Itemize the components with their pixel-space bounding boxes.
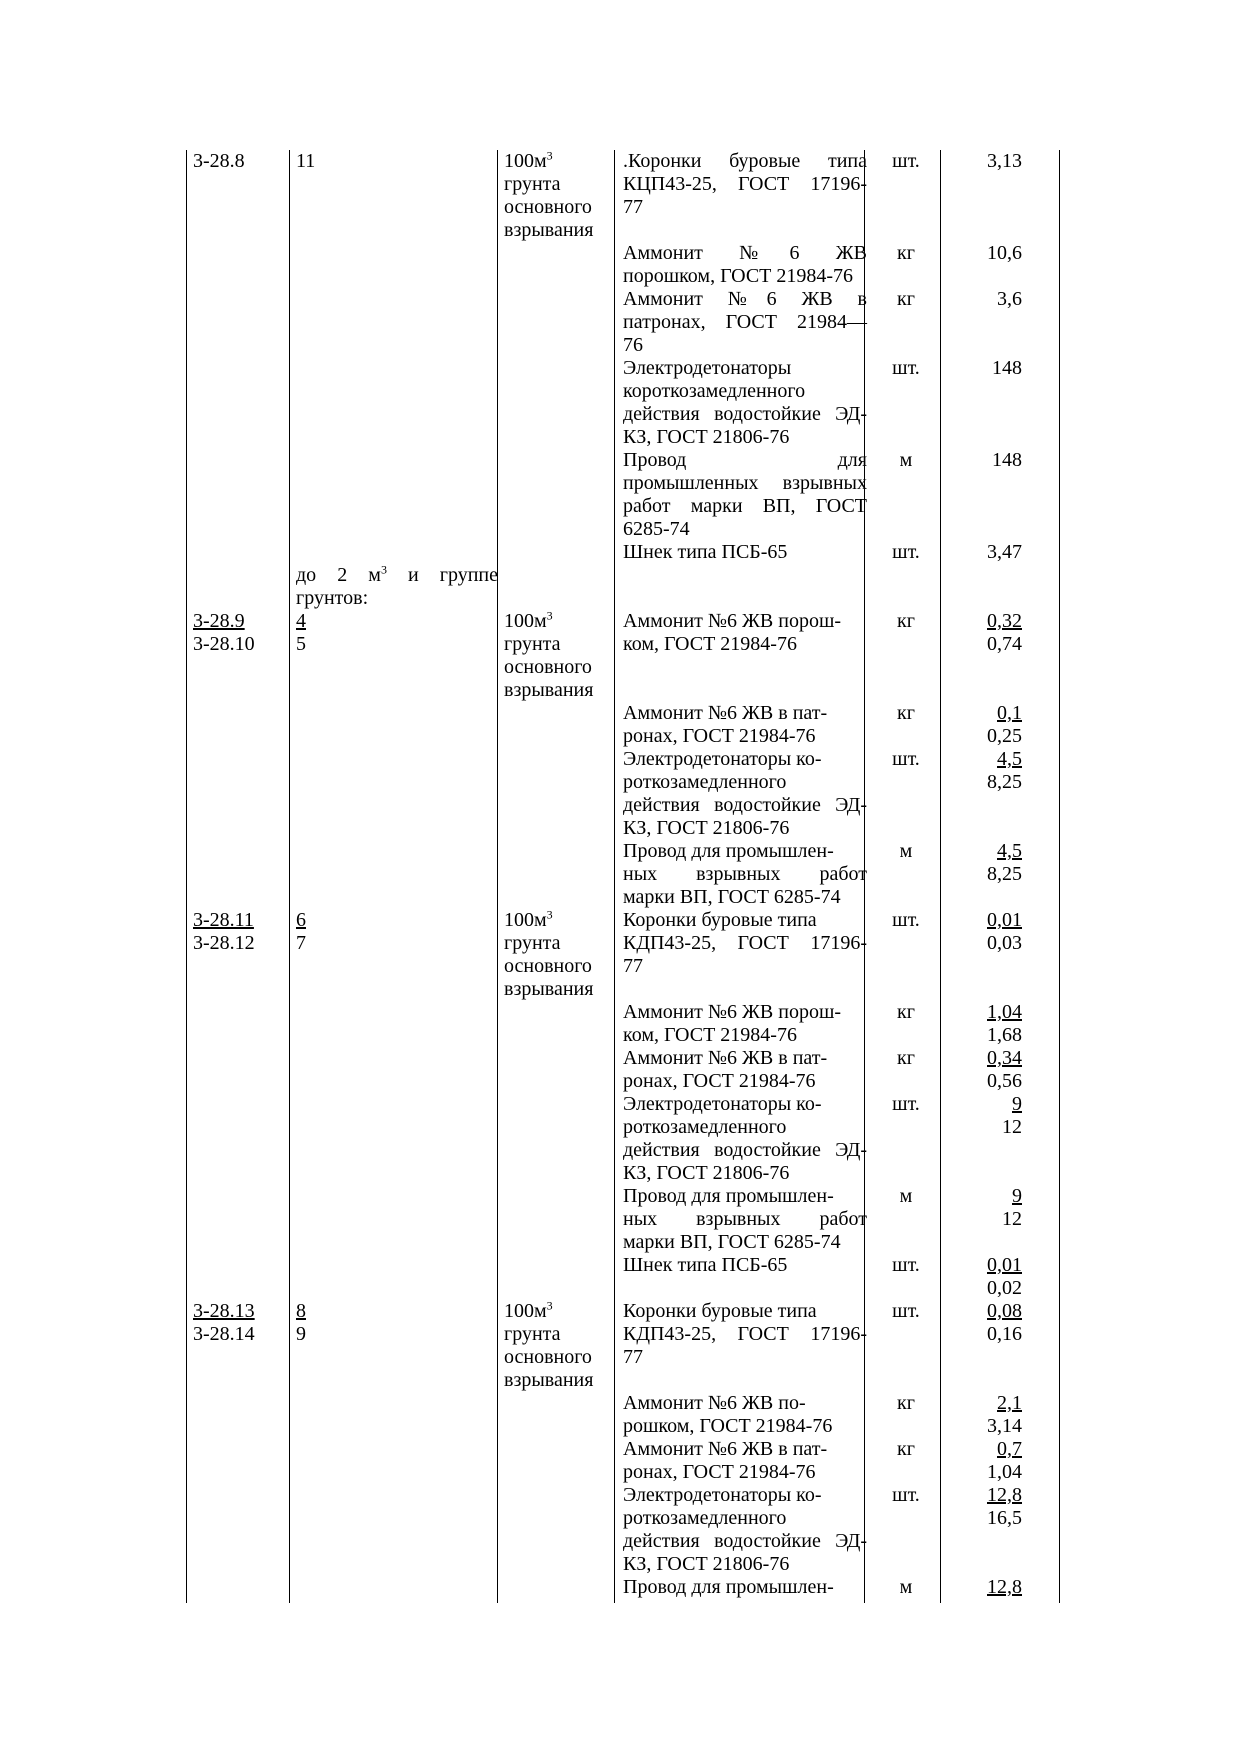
- row3-item-3-unit: шт.: [892, 1484, 920, 1506]
- row2-item-0-values: [944, 909, 1058, 955]
- row1-unit: [504, 610, 614, 702]
- item-line: действия водостойкие ЭД-: [623, 1530, 867, 1552]
- item-line: Шнек типа ПСБ-65: [623, 1254, 788, 1276]
- row2-item-2-values: [944, 1047, 1058, 1093]
- row0-item-0-name: [623, 150, 867, 219]
- value-b: 8,25: [987, 771, 1022, 793]
- row3-item-0-unit: шт.: [892, 1300, 920, 1322]
- row2-code-b: 3-28.12: [193, 932, 255, 954]
- row2-code-a: 3-28.11: [193, 909, 254, 931]
- row0-param: 11: [296, 150, 316, 172]
- item-line: Аммонит №6 ЖВ по-: [623, 1392, 806, 1414]
- row0-item-5-value: 3,47: [987, 541, 1022, 563]
- value-a: 4,5: [997, 840, 1022, 862]
- row1-item-2-unit: шт.: [892, 748, 920, 770]
- table-rule-3: [497, 150, 498, 1603]
- item-line: действия водостойкие ЭД-: [623, 403, 867, 425]
- row3-item-2-unit: кг: [897, 1438, 915, 1460]
- value-a: 0,01: [987, 1254, 1022, 1276]
- row2-unit-line: грунта: [504, 932, 561, 954]
- value-b: 8,25: [987, 863, 1022, 885]
- row3-unit-sup: 3: [546, 1298, 553, 1313]
- item-line: КЗ, ГОСТ 21806-76: [623, 1162, 790, 1184]
- item-line: промышленных взрывных: [623, 472, 867, 494]
- row3-item-2-values: [944, 1438, 1058, 1484]
- row1-item-1-values: [944, 702, 1058, 748]
- item-line: действия водостойкие ЭД-: [623, 1139, 867, 1161]
- row3-item-4-unit: м: [899, 1576, 913, 1598]
- item-line: 77: [623, 1346, 643, 1368]
- item-line: Электродетонаторы ко-: [623, 1093, 822, 1115]
- row1-unit-sup: 3: [546, 608, 553, 623]
- row2-item-0-name: [623, 909, 867, 978]
- value-a: 0,34: [987, 1047, 1022, 1069]
- value-b: 0,56: [987, 1070, 1022, 1092]
- row0-unit-sup: 3: [546, 148, 553, 163]
- row3-item-0-values: [944, 1300, 1058, 1346]
- item-line: порошком, ГОСТ 21984-76: [623, 265, 854, 287]
- row2-codes: [193, 909, 289, 955]
- item-line: КДП43-25, ГОСТ 17196-: [623, 932, 867, 954]
- item-line: Провод для промышлен-: [623, 1576, 834, 1598]
- row0-item-3-unit: шт.: [892, 357, 920, 379]
- row3-item-4-values: [944, 1576, 1058, 1599]
- row3-unit-prefix: 100м: [504, 1300, 547, 1322]
- row0-item-3-value: 148: [992, 357, 1022, 379]
- row1-item-0-values: [944, 610, 1058, 656]
- value-a: 0,1: [997, 702, 1022, 724]
- row3-param-a: 8: [296, 1300, 306, 1322]
- group-header: [296, 564, 498, 610]
- item-line: марки ВП, ГОСТ 6285-74: [623, 886, 841, 908]
- item-line: ных взрывных работ: [623, 863, 867, 885]
- row0-unit-line: грунта: [504, 173, 561, 195]
- row2-item-2-name: [623, 1047, 867, 1093]
- row2-item-0-unit: шт.: [892, 909, 920, 931]
- value-b: 0,25: [987, 725, 1022, 747]
- row3-code-b: 3-28.14: [193, 1323, 255, 1345]
- item-line: Аммонит №6 ЖВ в пат-: [623, 1047, 828, 1069]
- row1-codes: [193, 610, 289, 656]
- value-a: 1,04: [987, 1001, 1022, 1023]
- row0-item-4-name: [623, 449, 867, 541]
- item-line: 77: [623, 196, 643, 218]
- row2-item-4-name: [623, 1185, 867, 1254]
- row0-item-1-value: 10,6: [987, 242, 1022, 264]
- row0-code: 3-28.8: [193, 150, 245, 172]
- row1-param-a: 4: [296, 610, 306, 632]
- value-a: 2,1: [997, 1392, 1022, 1414]
- row3-item-3-values: [944, 1484, 1058, 1530]
- row1-item-3-values: [944, 840, 1058, 886]
- item-line: рошком, ГОСТ 21984-76: [623, 1415, 833, 1437]
- row2-param-b: 7: [296, 932, 306, 954]
- item-line: 77: [623, 955, 643, 977]
- table-rule-1: [186, 150, 187, 1603]
- item-line: Аммонит №6 ЖВ порош-: [623, 1001, 842, 1023]
- row0-item-5-unit: шт.: [892, 541, 920, 563]
- row0-item-0-value: 3,13: [987, 150, 1022, 172]
- item-line: короткозамедленного: [623, 380, 806, 402]
- row1-param-b: 5: [296, 633, 306, 655]
- row0-item-2-unit: кг: [897, 288, 915, 310]
- value-a: 0,08: [987, 1300, 1022, 1322]
- value-b: 16,5: [987, 1507, 1022, 1529]
- value-a: 0,32: [987, 610, 1022, 632]
- row3-unit-line: грунта: [504, 1323, 561, 1345]
- row1-item-2-name: [623, 748, 867, 840]
- item-line: Шнек типа ПСБ-65: [623, 541, 788, 563]
- row0-item-2-value: 3,6: [997, 288, 1022, 310]
- item-line: ком, ГОСТ 21984-76: [623, 633, 797, 655]
- item-line: ронах, ГОСТ 21984-76: [623, 725, 816, 747]
- row3-item-1-values: [944, 1392, 1058, 1438]
- row1-params: [296, 610, 498, 656]
- item-line: Провод для промышлен-: [623, 1185, 834, 1207]
- row2-item-2-unit: кг: [897, 1047, 915, 1069]
- item-line: КЦП43-25, ГОСТ 17196-: [623, 173, 867, 195]
- row3-item-3-name: [623, 1484, 867, 1576]
- row2-param-a: 6: [296, 909, 306, 931]
- group-header-rest: и группе: [386, 564, 498, 586]
- row0-item-2-name: [623, 288, 867, 357]
- row1-code-a: 3-28.9: [193, 610, 245, 632]
- row0-item-0-unit: шт.: [892, 150, 920, 172]
- row3-unit-line: взрывания: [504, 1369, 594, 1391]
- item-line: роткозамедленного: [623, 771, 787, 793]
- row0-unit-line: основного: [504, 196, 592, 218]
- row2-item-3-name: [623, 1093, 867, 1185]
- item-line: ных взрывных работ: [623, 1208, 867, 1230]
- value-a: 9: [1012, 1093, 1022, 1115]
- row3-item-2-name: [623, 1438, 867, 1484]
- group-header-line2: грунтов:: [296, 587, 369, 609]
- item-line: КЗ, ГОСТ 21806-76: [623, 426, 790, 448]
- value-a: 0,01: [987, 909, 1022, 931]
- row2-item-3-unit: шт.: [892, 1093, 920, 1115]
- row0-item-4-value: 148: [992, 449, 1022, 471]
- row3-item-4-name: [623, 1576, 867, 1599]
- row3-codes: [193, 1300, 289, 1346]
- row1-item-1-unit: кг: [897, 702, 915, 724]
- item-line: Аммонит №6 ЖВ порош-: [623, 610, 842, 632]
- row2-item-5-values: [944, 1254, 1058, 1300]
- row2-item-1-name: [623, 1001, 867, 1047]
- row2-item-4-unit: м: [899, 1185, 913, 1207]
- row1-item-0-unit: кг: [897, 610, 915, 632]
- row0-item-1-name: [623, 242, 867, 288]
- value-a: 12,8: [987, 1484, 1022, 1506]
- row0-unit-line: взрывания: [504, 219, 594, 241]
- item-line: Аммонит №6 ЖВ: [623, 242, 867, 264]
- row2-params: [296, 909, 498, 955]
- value-b: 0,74: [987, 633, 1022, 655]
- row3-params: [296, 1300, 498, 1346]
- item-line: марки ВП, ГОСТ 6285-74: [623, 1231, 841, 1253]
- group-header-sup: 3: [380, 562, 387, 577]
- item-line: ком, ГОСТ 21984-76: [623, 1024, 797, 1046]
- value-a: 12,8: [987, 1576, 1022, 1598]
- item-line: Электродетонаторы ко-: [623, 748, 822, 770]
- row2-unit-line: взрывания: [504, 978, 594, 1000]
- item-line: ронах, ГОСТ 21984-76: [623, 1070, 816, 1092]
- item-line: Провод для: [623, 449, 867, 471]
- row2-unit-prefix: 100м: [504, 909, 547, 931]
- row2-item-5-name: [623, 1254, 867, 1277]
- item-line: Аммонит №6 ЖВ в пат-: [623, 1438, 828, 1460]
- row2-item-1-unit: кг: [897, 1001, 915, 1023]
- row0-item-5-name: [623, 541, 867, 564]
- item-line: работ марки ВП, ГОСТ: [623, 495, 867, 517]
- row1-item-3-unit: м: [899, 840, 913, 862]
- row3-item-1-unit: кг: [897, 1392, 915, 1414]
- row0-unit: [504, 150, 614, 242]
- item-line: КЗ, ГОСТ 21806-76: [623, 1553, 790, 1575]
- item-line: Аммонит №6 ЖВ в: [623, 288, 867, 310]
- table-rule-2: [289, 150, 290, 1603]
- row1-item-2-values: [944, 748, 1058, 794]
- row3-item-1-name: [623, 1392, 867, 1438]
- row2-item-4-values: [944, 1185, 1058, 1231]
- item-line: Аммонит №6 ЖВ в пат-: [623, 702, 828, 724]
- item-line: действия водостойкие ЭД-: [623, 794, 867, 816]
- row1-unit-prefix: 100м: [504, 610, 547, 632]
- value-a: 0,7: [997, 1438, 1022, 1460]
- row0-item-3-name: [623, 357, 867, 449]
- item-line: роткозамедленного: [623, 1507, 787, 1529]
- item-line: ронах, ГОСТ 21984-76: [623, 1461, 816, 1483]
- row2-unit: [504, 909, 614, 1001]
- value-b: 0,03: [987, 932, 1022, 954]
- row2-item-1-values: [944, 1001, 1058, 1047]
- value-b: 0,16: [987, 1323, 1022, 1345]
- value-b: 12: [1002, 1208, 1022, 1230]
- value-a: 9: [1012, 1185, 1022, 1207]
- row1-item-3-name: [623, 840, 867, 909]
- row2-unit-sup: 3: [546, 907, 553, 922]
- item-line: патронах, ГОСТ 21984—: [623, 311, 867, 333]
- value-b: 0,02: [987, 1277, 1022, 1299]
- row3-code-a: 3-28.13: [193, 1300, 255, 1322]
- item-line: Коронки буровые типа: [623, 1300, 817, 1322]
- value-b: 1,68: [987, 1024, 1022, 1046]
- item-line: Электродетонаторы ко-: [623, 1484, 822, 1506]
- value-b: 1,04: [987, 1461, 1022, 1483]
- item-line: КЗ, ГОСТ 21806-76: [623, 817, 790, 839]
- row0-unit-prefix: 100м: [504, 150, 547, 172]
- row1-item-0-name: [623, 610, 867, 656]
- item-line: 76: [623, 334, 643, 356]
- value-b: 12: [1002, 1116, 1022, 1138]
- item-line: Провод для промышлен-: [623, 840, 834, 862]
- row2-item-3-values: [944, 1093, 1058, 1139]
- row3-unit: [504, 1300, 614, 1392]
- row1-item-1-name: [623, 702, 867, 748]
- item-line: .Коронки буровые типа: [623, 150, 867, 172]
- row1-unit-line: взрывания: [504, 679, 594, 701]
- row1-code-b: 3-28.10: [193, 633, 255, 655]
- group-header-prefix: до 2 м: [296, 564, 381, 586]
- row3-item-0-name: [623, 1300, 867, 1369]
- item-line: Коронки буровые типа: [623, 909, 817, 931]
- table-rule-7: [1059, 150, 1060, 1603]
- item-line: 6285-74: [623, 518, 690, 540]
- row1-unit-line: основного: [504, 656, 592, 678]
- row3-unit-line: основного: [504, 1346, 592, 1368]
- row2-item-5-unit: шт.: [892, 1254, 920, 1276]
- item-line: роткозамедленного: [623, 1116, 787, 1138]
- value-b: 3,14: [987, 1415, 1022, 1437]
- row2-unit-line: основного: [504, 955, 592, 977]
- item-line: Электродетонаторы: [623, 357, 792, 379]
- value-a: 4,5: [997, 748, 1022, 770]
- row0-item-4-unit: м: [899, 449, 913, 471]
- table-rule-4: [614, 150, 615, 1603]
- row0-item-1-unit: кг: [897, 242, 915, 264]
- row1-unit-line: грунта: [504, 633, 561, 655]
- item-line: КДП43-25, ГОСТ 17196-: [623, 1323, 867, 1345]
- row3-param-b: 9: [296, 1323, 306, 1345]
